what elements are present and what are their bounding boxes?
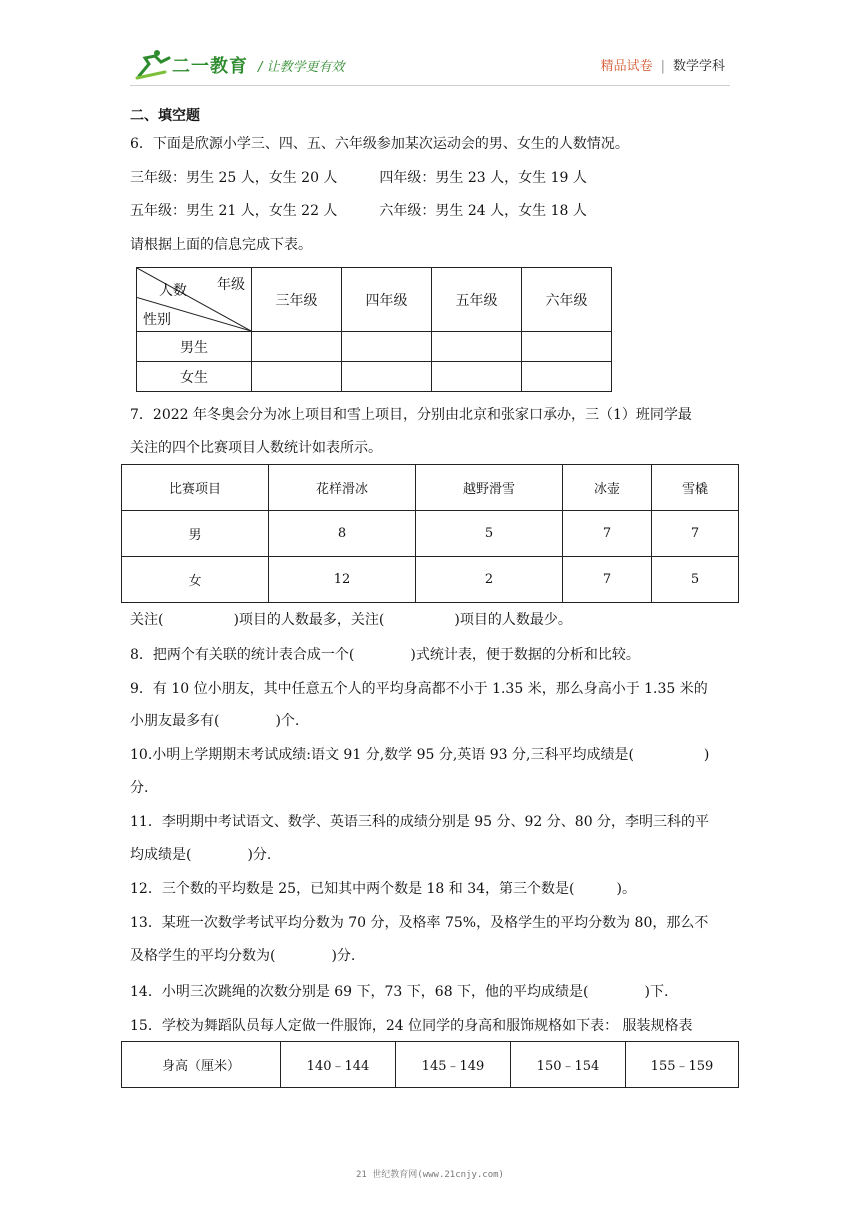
corner-label-grade: 年级 <box>217 277 245 293</box>
q11-stem: 均成绩是( )分. <box>130 847 272 863</box>
q11-stem: 11．李明期中考试语文、数学、英语三科的成绩分别是 95 分、92 分、80 分，李明三科的平 <box>130 814 710 830</box>
logo-text: 二一教育 <box>172 56 248 77</box>
header-brand <box>601 55 725 74</box>
corner-label-count: 人数 <box>159 283 187 299</box>
q6-answer-cell[interactable] <box>252 362 342 392</box>
q6-col-header: 六年级 <box>522 268 612 332</box>
q6-answer-cell[interactable] <box>432 332 522 362</box>
q15-table <box>121 1041 739 1088</box>
q7-header-cell: 越野滑雪 <box>416 465 563 511</box>
slogan: / 让教学更有效 <box>258 60 345 75</box>
q6-col-header: 三年级 <box>252 268 342 332</box>
q7-cell: 男 <box>122 511 269 557</box>
section-title: 二、填空题 <box>130 108 200 124</box>
corner-label-gender: 性别 <box>143 312 171 328</box>
q15-stem: 15．学校为舞蹈队员每人定做一件服饰，24 位同学的身高和服饰规格如下表： 服装规格表 <box>130 1018 693 1034</box>
q9-stem: 9．有 10 位小朋友，其中任意五个人的平均身高都不小于 1.35 米，那么身高小于 1.35 米的 <box>130 681 708 697</box>
q7-header-cell: 花样滑冰 <box>269 465 416 511</box>
q6-table <box>136 267 612 392</box>
q8-stem: 8．把两个有关联的统计表合成一个( )式统计表，便于数据的分析和比较。 <box>130 647 640 663</box>
q7-cell: 7 <box>652 511 739 557</box>
q7-cell: 5 <box>416 511 563 557</box>
q7-cell: 7 <box>563 557 652 603</box>
header-separator: | <box>660 59 665 74</box>
q7-header-cell: 雪橇 <box>652 465 739 511</box>
q7-header-cell: 冰壶 <box>563 465 652 511</box>
q7-cell: 12 <box>269 557 416 603</box>
q15-cell: 150﹣154 <box>511 1042 626 1088</box>
q6-answer-cell[interactable] <box>252 332 342 362</box>
q13-stem: 13．某班一次数学考试平均分数为 70 分，及格率 75%，及格学生的平均分数为 80，那么不 <box>130 915 709 931</box>
q6-instruction: 请根据上面的信息完成下表。 <box>130 237 312 253</box>
q6-col-header: 五年级 <box>432 268 522 332</box>
header-subject: 数学学科 <box>672 59 725 74</box>
q7-cell: 女 <box>122 557 269 603</box>
q14-stem: 14．小明三次跳绳的次数分别是 69 下，73 下，68 下，他的平均成绩是( )下. <box>130 984 669 1000</box>
q6-info-line: 三年级：男生 25 人，女生 20 人 四年级：男生 23 人，女生 19 人 <box>130 170 587 186</box>
q6-info-line: 五年级：男生 21 人，女生 22 人 六年级：男生 24 人，女生 18 人 <box>130 203 587 219</box>
q6-answer-cell[interactable] <box>522 362 612 392</box>
q10-stem: 10.小明上学期期末考试成绩:语文 91 分,数学 95 分,英语 93 分,三科平均成绩是( ) <box>130 747 710 763</box>
q15-cell: 155﹣159 <box>626 1042 739 1088</box>
header-tag: 精品试卷 <box>600 59 653 74</box>
q6-answer-cell[interactable] <box>342 332 432 362</box>
q10-stem: 分. <box>130 780 149 796</box>
header-divider <box>130 85 730 86</box>
q6-row-header: 男生 <box>137 332 252 362</box>
q7-answer-line: 关注( )项目的人数最多，关注( )项目的人数最少。 <box>130 612 572 628</box>
q7-cell: 5 <box>652 557 739 603</box>
q6-row-header: 女生 <box>137 362 252 392</box>
q15-cell: 145﹣149 <box>396 1042 511 1088</box>
q7-stem: 7．2022 年冬奥会分为冰上项目和雪上项目，分别由北京和张家口承办，三（1）班同学最 <box>130 407 692 423</box>
q6-answer-cell[interactable] <box>432 362 522 392</box>
q15-cell: 身高（厘米） <box>122 1042 281 1088</box>
q9-stem: 小朋友最多有( )个. <box>130 713 300 729</box>
page-footer: 21 世纪教育网(www.21cnjy.com) <box>356 1170 504 1180</box>
q6-stem: 6．下面是欣源小学三、四、五、六年级参加某次运动会的男、女生的人数情况。 <box>130 136 629 152</box>
q7-cell: 7 <box>563 511 652 557</box>
q6-col-header: 四年级 <box>342 268 432 332</box>
q7-cell: 2 <box>416 557 563 603</box>
q7-cell: 8 <box>269 511 416 557</box>
q7-header-cell: 比赛项目 <box>122 465 269 511</box>
q7-stem: 关注的四个比赛项目人数统计如表所示。 <box>130 440 382 456</box>
q12-stem: 12．三个数的平均数是 25，已知其中两个数是 18 和 34，第三个数是( )。 <box>130 881 636 897</box>
q6-answer-cell[interactable] <box>522 332 612 362</box>
q13-stem: 及格学生的平均分数为( )分. <box>130 948 356 964</box>
q6-table-corner <box>137 268 252 332</box>
q6-answer-cell[interactable] <box>342 362 432 392</box>
q7-table <box>121 464 739 603</box>
q15-cell: 140﹣144 <box>281 1042 396 1088</box>
